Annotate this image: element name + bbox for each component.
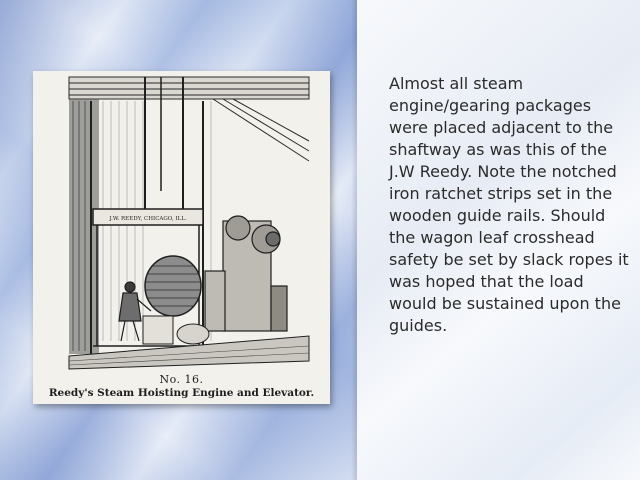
description-text: Almost all steam engine/gearing packages were placed adjacent to the shaftway as was this of the J.W Reedy. Note the notched iron ratchet strips set in the wooden guide rails. Should the wagon leaf crosshead safety be set by slack ropes it was hoped that the load would be sustained upon the guides. [389, 74, 629, 335]
figure-number: No. 16. [159, 373, 204, 386]
cab-sign: J.W. REEDY, CHICAGO, ILL. [109, 216, 187, 222]
hoisting-engine-illustration [33, 71, 330, 371]
figure-caption: Reedy's Steam Hoisting Engine and Elevator. [48, 387, 315, 399]
engraving-figure [33, 71, 330, 404]
